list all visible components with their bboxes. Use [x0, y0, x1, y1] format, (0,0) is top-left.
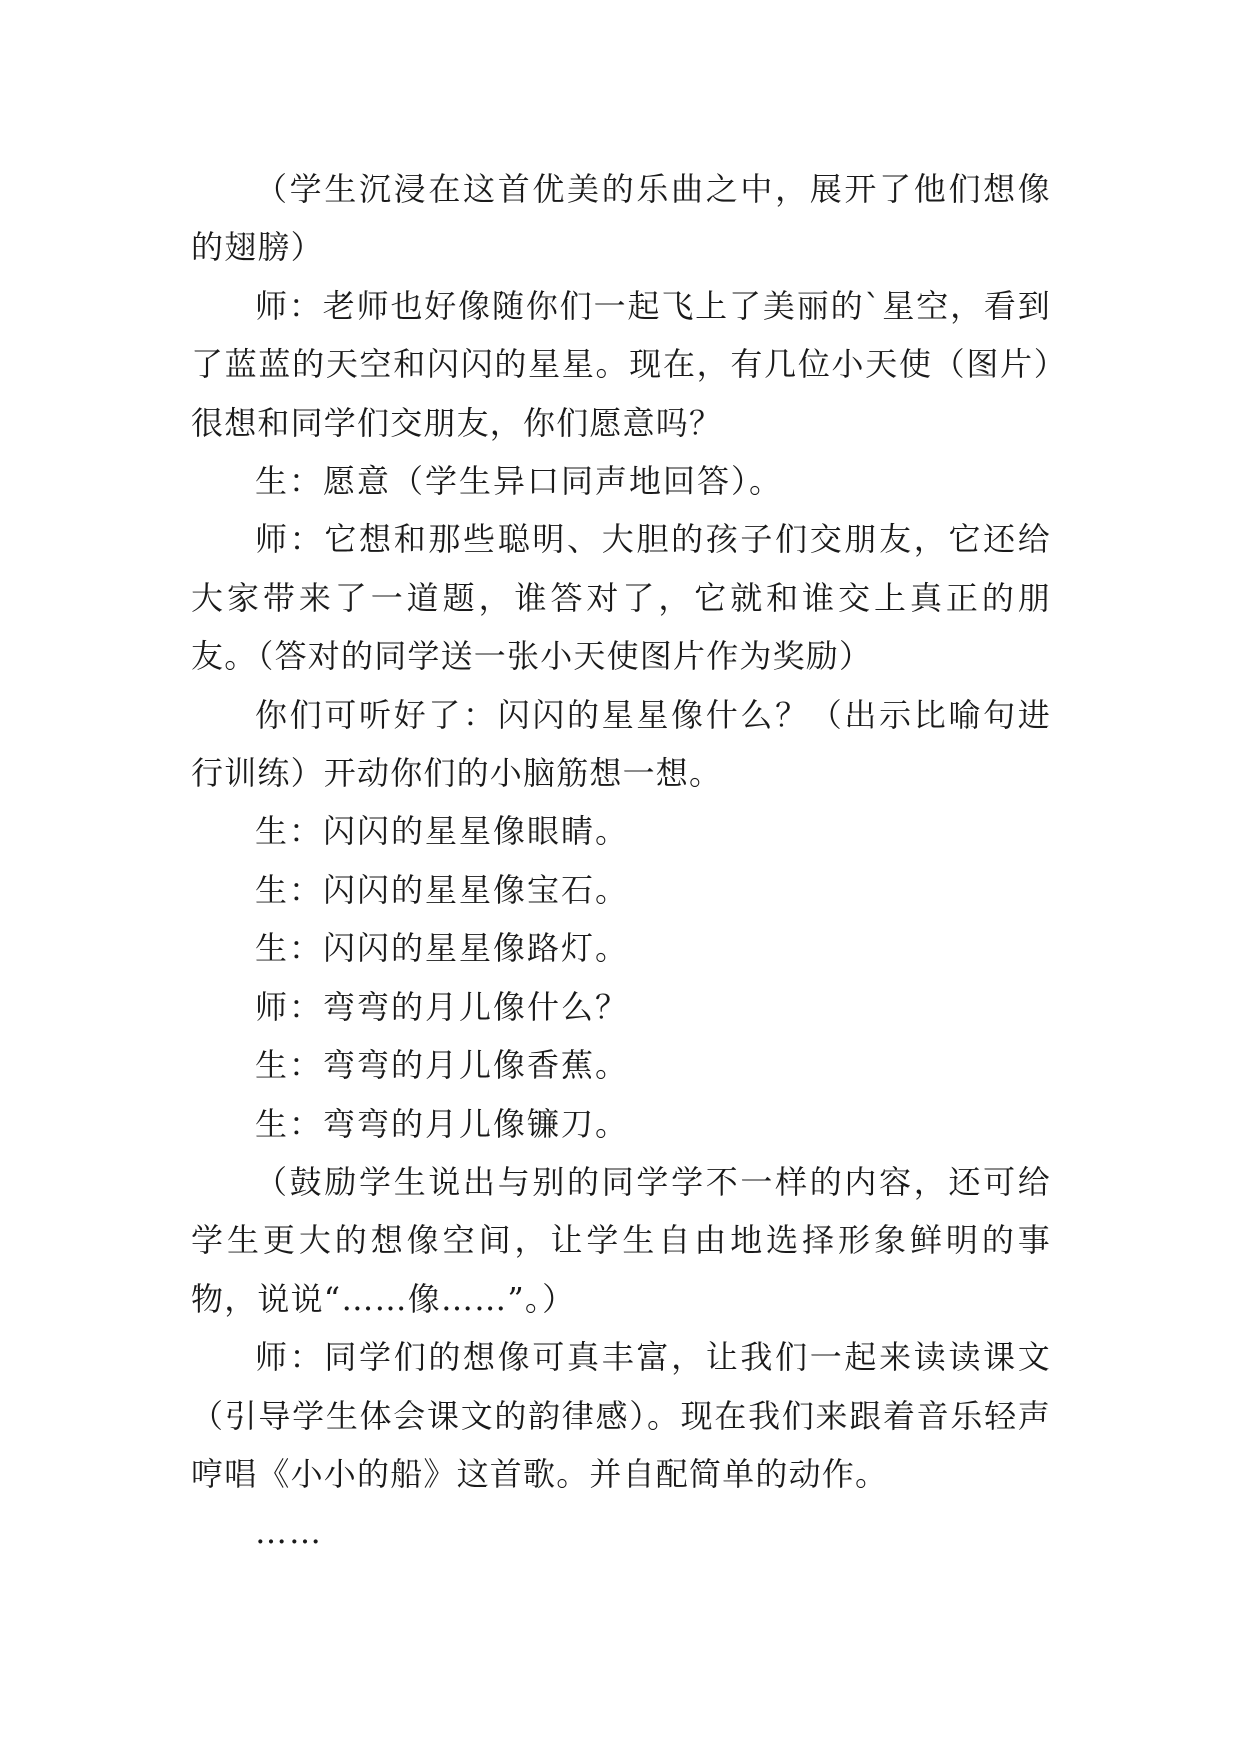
document-body — [191, 160, 1051, 1562]
paragraph-answer-gems: 生：闪闪的星星像宝石。 — [255, 870, 630, 909]
paragraph-encourage-imagination: （鼓励学生说出与别的同学学不一样的内容，还可给学生更大的想像空间，让学生自由地选择形象鲜明的事物，说说“……像……”。） — [191, 1162, 1051, 1318]
paragraph-teacher-read-and-sing: 师：同学们的想像可真丰富，让我们一起来读读课文（引导学生体会课文的韵律感）。现在我们来跟着音乐轻声哼唱《小小的船》这首歌。并自配简单的动作。 — [191, 1338, 1051, 1493]
paragraph-answer-banana: 生：弯弯的月儿像香蕉。 — [255, 1046, 630, 1085]
paragraph-student-immersion: （学生沉浸在这首优美的乐曲之中，展开了他们想像的翅膀） — [191, 170, 1051, 267]
paragraph-teacher-moon-question: 师：弯弯的月儿像什么？ — [255, 987, 630, 1026]
paragraph-answer-eyes: 生：闪闪的星星像眼睛。 — [255, 812, 630, 851]
paragraph-ellipsis: …… — [255, 1513, 323, 1552]
paragraph-teacher-question-intro: 师：它想和那些聪明、大胆的孩子们交朋友，它还给大家带来了一道题，谁答对了，它就和谁交上真正的朋友。（答对的同学送一张小天使图片作为奖励） — [191, 520, 1051, 676]
paragraph-teacher-starry-sky: 师：老师也好像随你们一起飞上了美丽的`星空，看到了蓝蓝的天空和闪闪的星星。现在，有几位小天使（图片）很想和同学们交朋友，你们愿意吗？ — [191, 286, 1051, 442]
paragraph-simile-prompt: 你们可听好了：闪闪的星星像什么？（出示比喻句进行训练）开动你们的小脑筋想一想。 — [191, 695, 1051, 793]
paragraph-answer-streetlights: 生：闪闪的星星像路灯。 — [255, 929, 630, 968]
paragraph-answer-sickle: 生：弯弯的月儿像镰刀。 — [255, 1104, 630, 1143]
paragraph-student-willing: 生：愿意（学生异口同声地回答）。 — [255, 462, 784, 501]
